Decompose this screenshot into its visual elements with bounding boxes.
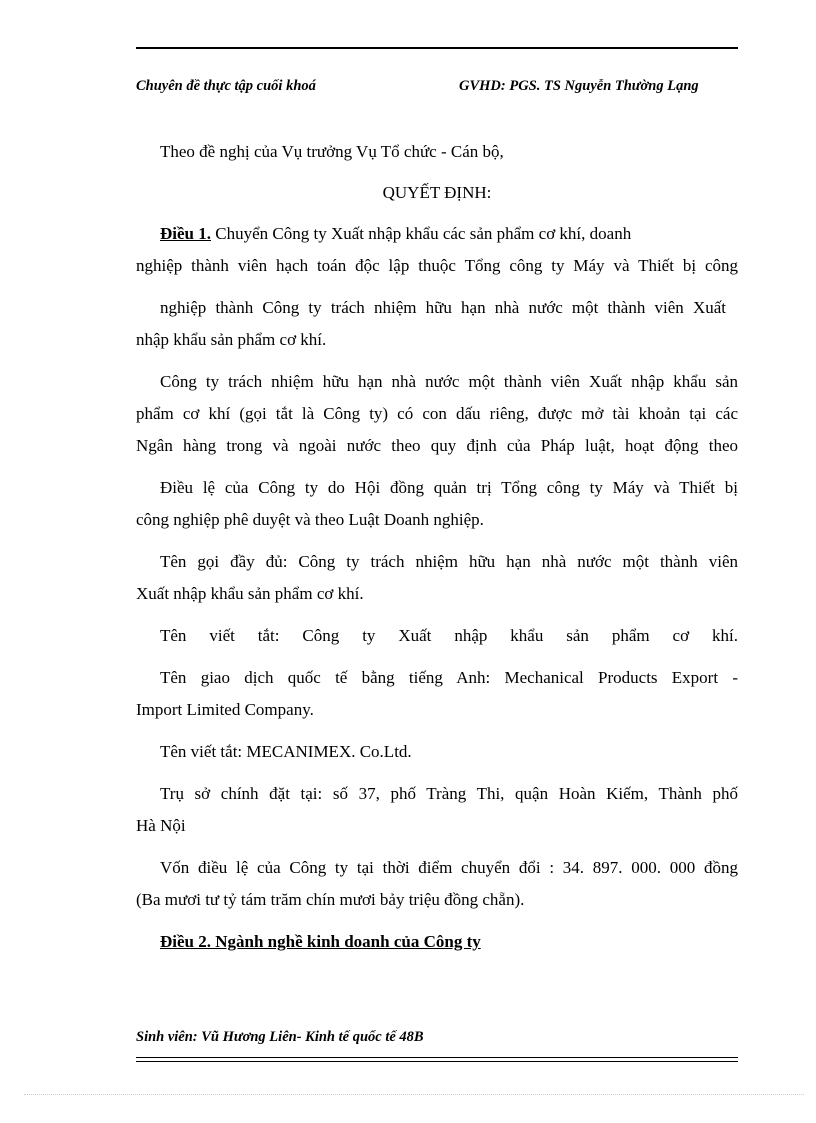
capital-line-2: (Ba mươi tư tỷ tám trăm chín mươi bảy triệu đồng chẵn). xyxy=(136,890,525,909)
footer-rule-2 xyxy=(136,1061,738,1062)
article-1-line-3: nghiệp thành Công ty trách nhiệm hữu hạn nhà nước một thành viên Xuất xyxy=(160,298,726,317)
headquarters-line-1: Trụ sở chính đặt tại: số 37, phố Tràng Thi, quận Hoàn Kiếm, Thành phố xyxy=(160,784,738,803)
article-1-label: Điều 1. xyxy=(160,224,211,243)
short-name-line: Tên viết tắt: Công ty Xuất nhập khẩu sản phẩm cơ khí. xyxy=(160,626,738,645)
headquarters-line-2: Hà Nội xyxy=(136,816,186,835)
page-bottom-dotted-line xyxy=(24,1094,804,1095)
capital-line-1: Vốn điều lệ của Công ty tại thời điểm chuyển đổi : 34. 897. 000. 000 đồng xyxy=(160,858,738,877)
company-para-line-1: Công ty trách nhiệm hữu hạn nhà nước một thành viên Xuất nhập khẩu sản xyxy=(160,372,738,391)
intro-text: Theo đề nghị của Vụ trưởng Vụ Tổ chức - Cán bộ, xyxy=(160,142,504,161)
header-rule xyxy=(136,47,738,49)
company-para-line-4: Điều lệ của Công ty do Hội đồng quản trị Tổng công ty Máy và Thiết bị xyxy=(160,478,738,497)
decision-title: QUYẾT ĐỊNH: xyxy=(382,183,492,202)
article-1-line-4: nhập khẩu sản phẩm cơ khí. xyxy=(136,330,327,349)
header-advisor: GVHD: PGS. TS Nguyễn Thường Lạng xyxy=(459,78,699,94)
full-name-line-1: Tên gọi đầy đủ: Công ty trách nhiệm hữu hạn nhà nước một thành viên xyxy=(160,552,738,571)
intl-name-line-1: Tên giao dịch quốc tế bằng tiếng Anh: Mechanical Products Export - xyxy=(160,668,738,687)
company-para-line-2: phẩm cơ khí (gọi tắt là Công ty) có con dấu riêng, được mở tài khoản tại các xyxy=(136,404,738,423)
full-name-line-2: Xuất nhập khẩu sản phẩm cơ khí. xyxy=(136,584,364,603)
article-1-line-2: nghiệp thành viên hạch toán độc lập thuộc Tổng công ty Máy và Thiết bị công xyxy=(136,256,738,275)
article-1-text: Chuyển Công ty Xuất nhập khẩu các sản phẩm cơ khí, doanh xyxy=(215,224,632,243)
abbreviation-line: Tên viết tắt: MECANIMEX. Co.Ltd. xyxy=(160,742,412,761)
article-1-first-line xyxy=(160,224,631,244)
intl-name-line-2: Import Limited Company. xyxy=(136,700,314,719)
company-para-line-3: Ngân hàng trong và ngoài nước theo quy định của Pháp luật, hoạt động theo xyxy=(136,436,738,455)
footer-student: Sinh viên: Vũ Hương Liên- Kinh tế quốc tế 48B xyxy=(136,1029,424,1045)
company-para-line-5: công nghiệp phê duyệt và theo Luật Doanh nghiệp. xyxy=(136,510,484,529)
article-2-heading: Điều 2. Ngành nghề kinh doanh của Công ty xyxy=(160,932,481,951)
footer-rule-1 xyxy=(136,1057,738,1058)
header-title: Chuyên đề thực tập cuối khoá xyxy=(136,78,316,94)
